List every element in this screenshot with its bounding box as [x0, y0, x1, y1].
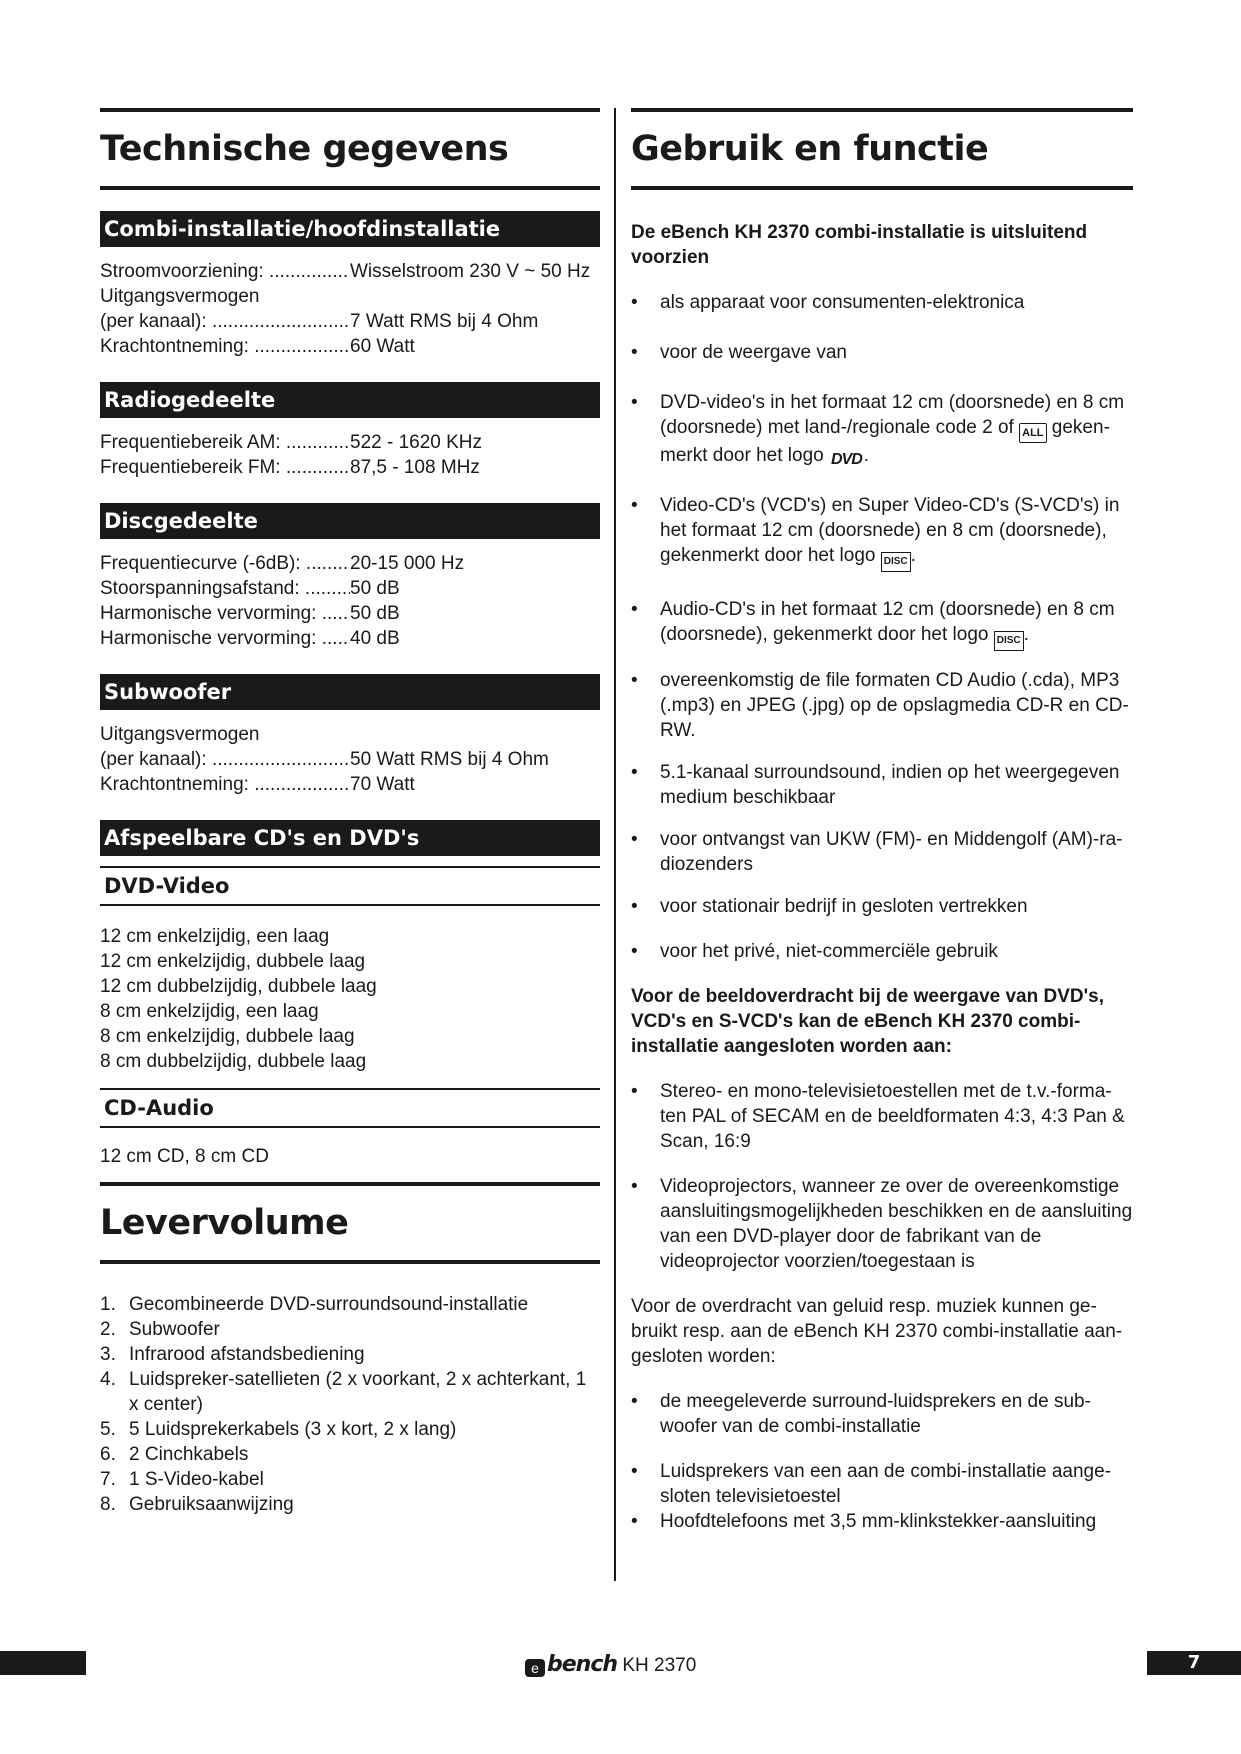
right-column [631, 108, 1133, 1534]
levervolume-list [100, 1292, 600, 1517]
bullet-item: • voor stationair bedrijf in gesloten vertrekken [631, 894, 1133, 919]
disc-specs [100, 551, 600, 651]
radio-specs [100, 430, 600, 480]
ebench-logo-icon: e [525, 1659, 545, 1677]
spec-row: Frequentiebereik AM: ..... 522 - 1620 KHz [100, 430, 600, 455]
compact-disc-video-logo-icon: DISC [881, 552, 911, 572]
region-all-logo-icon: ALL [1019, 423, 1046, 443]
heading-disc: Discgedeelte [100, 503, 600, 539]
bullet-item: • voor de weergave van [631, 340, 1133, 365]
spec-row: (per kanaal): ..... 7 Watt RMS bij 4 Ohm [100, 309, 600, 334]
list-item: 2. Subwoofer [100, 1319, 220, 1340]
bullet-item: • Audio-CD's in het formaat 12 cm (doorsnede) en 8 cm (doorsnede), gekenmerkt door het logo DISC . [631, 597, 1133, 651]
spec-row: Frequentiebereik FM: ..... 87,5 - 108 MHz [100, 455, 600, 480]
intro-paragraph: De eBench KH 2370 combi-installatie is uitsluitend voorzien [631, 222, 1088, 268]
page-number: 7 [1147, 1651, 1241, 1675]
brand-name: bench [547, 1652, 618, 1677]
list-item: 12 cm dubbelzijdig, dubbele laag [100, 976, 377, 997]
video-heading: Voor de beeldoverdracht bij de weergave van DVD's, VCD's en S-VCD's kan de eBench KH 2370 combi-installatie aangesloten worden aan: [631, 986, 1104, 1057]
spec-row: (per kanaal): ..... 50 Watt RMS bij 4 Ohm [100, 747, 600, 772]
list-item: 8 cm enkelzijdig, een laag [100, 1001, 319, 1022]
list-item: 3. Infrarood afstandsbediening [100, 1344, 365, 1365]
bullet-item: • voor ontvangst van UKW (FM)- en Middengolf (AM)-ra-diozenders [631, 827, 1133, 877]
column-divider [614, 108, 616, 1581]
compact-disc-audio-logo-icon: DISC [994, 631, 1024, 651]
bullet-item: • voor het privé, niet-commerciële gebruik [631, 939, 1133, 964]
subheading-cd-audio: CD-Audio [100, 1088, 600, 1128]
spec-row: Krachtontneming: ..... 60 Watt [100, 334, 600, 359]
list-item: 8 cm dubbelzijdig, dubbele laag [100, 1051, 367, 1072]
heading-combi: Combi-installatie/hoofdinstallatie [100, 211, 600, 247]
bullet-item: • overeenkomstig de file formaten CD Audio (.cda), MP3 (.mp3) en JPEG (.jpg) op de opslagmedia CD-R en CD-RW. [631, 668, 1133, 743]
spec-row: Harmonische vervorming: ..... 40 dB [100, 626, 600, 651]
list-item: 12 cm enkelzijdig, dubbele laag [100, 951, 366, 972]
list-item: 5. 5 Luidsprekerkabels (3 x kort, 2 x lang) [100, 1419, 457, 1440]
footer-bar-left [0, 1651, 86, 1675]
bullet-item: • 5.1-kanaal surroundsound, indien op het weergegeven medium beschikbaar [631, 760, 1133, 810]
model-number: KH 2370 [622, 1655, 697, 1676]
list-item: 8. Gebruiksaanwijzing [100, 1494, 294, 1515]
bullet-item: • Luidsprekers van een aan de combi-installatie aange-sloten televisietoestel [631, 1459, 1133, 1509]
spec-row: Frequentiecurve (-6dB): ..... 20-15 000 Hz [100, 551, 600, 576]
left-column [100, 108, 600, 1517]
cd-audio-text: 12 cm CD, 8 cm CD [100, 1146, 269, 1167]
list-item: 6. 2 Cinchkabels [100, 1444, 249, 1465]
heading-subwoofer: Subwoofer [100, 674, 600, 710]
combi-specs [100, 259, 600, 359]
spec-row: Harmonische vervorming: ..... 50 dB [100, 601, 600, 626]
dvd-video-list [100, 924, 600, 1074]
bullet-item: • DVD-video's in het formaat 12 cm (doorsnede) en 8 cm (doorsnede) met land-/regionale code 2 of ALL geken-merkt door het logo DVD . [631, 390, 1133, 468]
section-title-usage: Gebruik en functie [631, 108, 1133, 190]
bullet-item: • Video-CD's (VCD's) en Super Video-CD's (S-VCD's) in het formaat 12 cm (doorsnede) en 8 cm (doorsnede), gekenmerkt door het logo DISC . [631, 493, 1133, 572]
list-item: 12 cm enkelzijdig, een laag [100, 926, 330, 947]
spec-text: Uitgangsvermogen [100, 286, 260, 307]
heading-radio: Radiogedeelte [100, 382, 600, 418]
audio-paragraph: Voor de overdracht van geluid resp. muziek kunnen ge-bruikt resp. aan de eBench KH 2370 combi-installatie aan-gesloten worden: [631, 1296, 1123, 1367]
bullet-item: • de meegeleverde surround-luidsprekers en de sub-woofer van de combi-installatie [631, 1389, 1133, 1439]
bullet-item: • Hoofdtelefoons met 3,5 mm-klinkstekker-aansluiting [631, 1509, 1133, 1534]
subheading-dvd-video: DVD-Video [100, 866, 600, 906]
bullet-item: • Stereo- en mono-televisietoestellen met de t.v.-forma-ten PAL of SECAM en de beeldformaten 4:3, 4:3 Pan & Scan, 16:9 [631, 1079, 1133, 1154]
footer-brand [525, 1650, 696, 1681]
list-item: 1. Gecombineerde DVD-surroundsound-installatie [100, 1294, 529, 1315]
heading-playable: Afspeelbare CD's en DVD's [100, 820, 600, 856]
spec-text: Uitgangsvermogen [100, 724, 260, 745]
list-item: 4. Luidspreker-satellieten (2 x voorkant, 2 x achterkant, 1 x center) [100, 1369, 587, 1415]
section-title-levervolume: Levervolume [100, 1182, 600, 1264]
spec-row: Stoorspanningsafstand: ..... 50 dB [100, 576, 600, 601]
subwoofer-specs [100, 722, 600, 797]
spec-row: Krachtontneming: ..... 70 Watt [100, 772, 600, 797]
list-item: 8 cm enkelzijdig, dubbele laag [100, 1026, 355, 1047]
list-item: 7. 1 S-Video-kabel [100, 1469, 264, 1490]
section-title-technical: Technische gegevens [100, 108, 600, 190]
dvd-video-logo-icon: DVD [830, 451, 862, 468]
bullet-item: • Videoprojectors, wanneer ze over de overeenkomstige aansluitingsmogelijkheden beschikken en de aansluiting van een DVD-player door de fabrikant van de videoprojector voorzien/toegestaan is [631, 1174, 1133, 1274]
spec-row: Stroomvoorziening: ..... Wisselstroom 230 V ~ 50 Hz [100, 259, 600, 284]
bullet-item: • als apparaat voor consumenten-elektronica [631, 290, 1133, 315]
